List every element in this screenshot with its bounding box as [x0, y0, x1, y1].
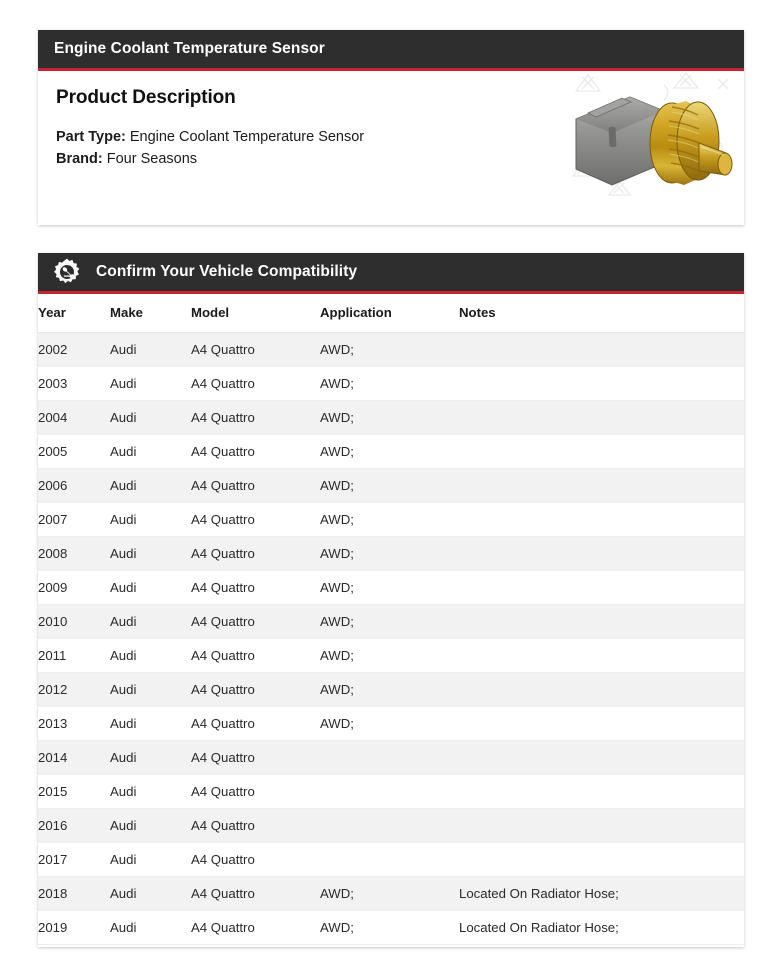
cell-model: A4 Quattro — [191, 401, 320, 435]
cell-application: AWD; — [320, 503, 459, 537]
cell-notes — [459, 707, 744, 741]
cell-make: Audi — [110, 503, 191, 537]
cell-notes — [459, 775, 744, 809]
cell-notes — [459, 673, 744, 707]
cell-year: 2014 — [38, 741, 110, 775]
table-row — [38, 775, 744, 809]
cell-notes — [459, 605, 744, 639]
product-card-header — [38, 30, 744, 71]
product-card-body — [38, 71, 744, 222]
fitment-table — [38, 294, 744, 945]
cell-model: A4 Quattro — [191, 435, 320, 469]
cell-application: AWD; — [320, 877, 459, 911]
cell-application: AWD; — [320, 707, 459, 741]
cell-notes — [459, 401, 744, 435]
column-header-make: Make — [110, 294, 191, 333]
table-row — [38, 435, 744, 469]
fitment-table-body — [38, 333, 744, 945]
table-row — [38, 401, 744, 435]
product-spec-list — [56, 127, 386, 170]
cell-make: Audi — [110, 401, 191, 435]
cell-make: Audi — [110, 707, 191, 741]
cell-make: Audi — [110, 911, 191, 945]
part-type-label: Part Type: — [56, 129, 126, 145]
cell-make: Audi — [110, 333, 191, 367]
cell-application: AWD; — [320, 367, 459, 401]
cell-year: 2009 — [38, 571, 110, 605]
cell-application — [320, 843, 459, 877]
cell-notes — [459, 435, 744, 469]
column-header-application: Application — [320, 294, 459, 333]
product-description-card — [38, 30, 744, 225]
cell-year: 2013 — [38, 707, 110, 741]
cell-notes — [459, 469, 744, 503]
cell-application: AWD; — [320, 911, 459, 945]
table-row — [38, 673, 744, 707]
cell-make: Audi — [110, 741, 191, 775]
cell-year: 2012 — [38, 673, 110, 707]
cell-application: AWD; — [320, 605, 459, 639]
cell-notes — [459, 843, 744, 877]
cell-notes — [459, 571, 744, 605]
cell-model: A4 Quattro — [191, 673, 320, 707]
cell-notes: Located On Radiator Hose; — [459, 911, 744, 945]
product-description-heading: Product Description — [56, 87, 236, 108]
cell-model: A4 Quattro — [191, 537, 320, 571]
cell-make: Audi — [110, 673, 191, 707]
table-row — [38, 877, 744, 911]
brand-row — [56, 149, 386, 171]
product-image — [568, 71, 738, 203]
cell-application — [320, 809, 459, 843]
cell-application: AWD; — [320, 401, 459, 435]
cell-model: A4 Quattro — [191, 775, 320, 809]
table-row — [38, 605, 744, 639]
cell-year: 2017 — [38, 843, 110, 877]
cell-year: 2006 — [38, 469, 110, 503]
cell-notes — [459, 367, 744, 401]
cell-year: 2007 — [38, 503, 110, 537]
table-row — [38, 537, 744, 571]
cell-notes — [459, 537, 744, 571]
cell-year: 2008 — [38, 537, 110, 571]
cell-year: 2002 — [38, 333, 110, 367]
cell-model: A4 Quattro — [191, 605, 320, 639]
cell-year: 2004 — [38, 401, 110, 435]
cell-year: 2010 — [38, 605, 110, 639]
table-row — [38, 741, 744, 775]
table-row — [38, 809, 744, 843]
table-row — [38, 843, 744, 877]
cell-application: AWD; — [320, 673, 459, 707]
cell-year: 2018 — [38, 877, 110, 911]
cell-model: A4 Quattro — [191, 843, 320, 877]
cell-year: 2011 — [38, 639, 110, 673]
cell-application: AWD; — [320, 639, 459, 673]
fitment-table-wrap — [38, 294, 744, 947]
cell-year: 2015 — [38, 775, 110, 809]
cell-model: A4 Quattro — [191, 877, 320, 911]
cell-notes — [459, 809, 744, 843]
cell-notes — [459, 741, 744, 775]
cell-notes — [459, 333, 744, 367]
cell-make: Audi — [110, 435, 191, 469]
column-header-year: Year — [38, 294, 110, 333]
cell-year: 2019 — [38, 911, 110, 945]
table-row — [38, 333, 744, 367]
cell-year: 2016 — [38, 809, 110, 843]
cell-model: A4 Quattro — [191, 911, 320, 945]
vehicle-compatibility-card — [38, 253, 744, 947]
cell-notes: Located On Radiator Hose; — [459, 877, 744, 911]
table-row — [38, 571, 744, 605]
part-type-value: Engine Coolant Temperature Sensor — [129, 129, 365, 145]
cell-model: A4 Quattro — [191, 571, 320, 605]
cell-make: Audi — [110, 571, 191, 605]
compatibility-card-header — [38, 253, 744, 294]
cell-model: A4 Quattro — [191, 741, 320, 775]
table-row — [38, 707, 744, 741]
cell-year: 2003 — [38, 367, 110, 401]
brand-label: Brand: — [56, 150, 103, 167]
cell-application: AWD; — [320, 469, 459, 503]
product-title: Engine Coolant Temperature Sensor — [54, 40, 325, 57]
table-row — [38, 639, 744, 673]
table-header-row — [38, 294, 744, 333]
table-row — [38, 911, 744, 945]
cell-application: AWD; — [320, 537, 459, 571]
cell-make: Audi — [110, 843, 191, 877]
cell-application — [320, 741, 459, 775]
cell-application: AWD; — [320, 571, 459, 605]
cell-make: Audi — [110, 809, 191, 843]
cell-application: AWD; — [320, 435, 459, 469]
column-header-notes: Notes — [459, 294, 744, 333]
fitment-table-head — [38, 294, 744, 333]
cell-model: A4 Quattro — [191, 333, 320, 367]
cell-model: A4 Quattro — [191, 503, 320, 537]
cell-year: 2005 — [38, 435, 110, 469]
cell-model: A4 Quattro — [191, 707, 320, 741]
cell-make: Audi — [110, 537, 191, 571]
table-row — [38, 469, 744, 503]
cell-model: A4 Quattro — [191, 809, 320, 843]
brand-value: Four Seasons — [106, 150, 198, 167]
cell-application: AWD; — [320, 333, 459, 367]
gear-wrench-icon — [52, 257, 82, 287]
cell-make: Audi — [110, 367, 191, 401]
cell-application — [320, 775, 459, 809]
cell-notes — [459, 503, 744, 537]
column-header-model: Model — [191, 294, 320, 333]
cell-make: Audi — [110, 877, 191, 911]
cell-model: A4 Quattro — [191, 469, 320, 503]
cell-make: Audi — [110, 775, 191, 809]
cell-make: Audi — [110, 605, 191, 639]
cell-model: A4 Quattro — [191, 367, 320, 401]
table-row — [38, 367, 744, 401]
part-type-row — [56, 127, 386, 149]
table-row — [38, 503, 744, 537]
cell-notes — [459, 639, 744, 673]
cell-make: Audi — [110, 469, 191, 503]
compatibility-title: Confirm Your Vehicle Compatibility — [96, 263, 358, 280]
cell-model: A4 Quattro — [191, 639, 320, 673]
cell-make: Audi — [110, 639, 191, 673]
